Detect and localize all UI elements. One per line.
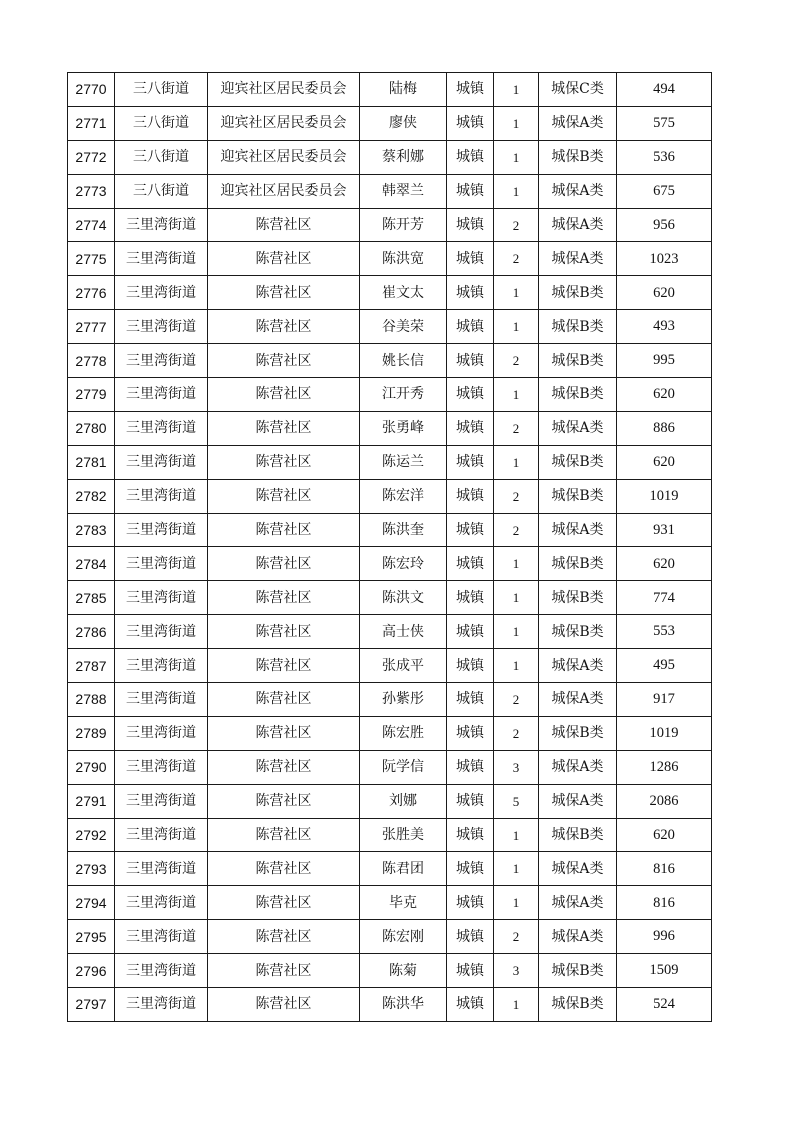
amount-cell: 931 <box>617 513 712 547</box>
area-type-cell: 城镇 <box>447 513 494 547</box>
category-cell: 城保B类 <box>539 140 617 174</box>
street-cell: 三里湾街道 <box>115 988 208 1022</box>
street-cell: 三里湾街道 <box>115 818 208 852</box>
area-type-cell: 城镇 <box>447 445 494 479</box>
row-number-cell: 2771 <box>68 106 115 140</box>
table-row <box>68 513 712 547</box>
row-number-cell: 2791 <box>68 784 115 818</box>
person-name-cell: 陈洪宽 <box>360 242 447 276</box>
table-row <box>68 716 712 750</box>
area-type-cell: 城镇 <box>447 242 494 276</box>
community-cell: 陈营社区 <box>208 649 360 683</box>
area-type-cell: 城镇 <box>447 920 494 954</box>
street-cell: 三里湾街道 <box>115 886 208 920</box>
category-cell: 城保A类 <box>539 174 617 208</box>
household-count-cell: 1 <box>494 818 539 852</box>
amount-cell: 575 <box>617 106 712 140</box>
area-type-cell: 城镇 <box>447 988 494 1022</box>
area-type-cell: 城镇 <box>447 818 494 852</box>
category-cell: 城保A类 <box>539 683 617 717</box>
person-name-cell: 陈运兰 <box>360 445 447 479</box>
household-count-cell: 1 <box>494 378 539 412</box>
household-count-cell: 1 <box>494 852 539 886</box>
category-cell: 城保C类 <box>539 73 617 107</box>
street-cell: 三里湾街道 <box>115 581 208 615</box>
category-cell: 城保B类 <box>539 581 617 615</box>
person-name-cell: 崔文太 <box>360 276 447 310</box>
amount-cell: 1023 <box>617 242 712 276</box>
amount-cell: 620 <box>617 445 712 479</box>
household-count-cell: 1 <box>494 73 539 107</box>
table-row <box>68 615 712 649</box>
community-cell: 陈营社区 <box>208 276 360 310</box>
row-number-cell: 2795 <box>68 920 115 954</box>
street-cell: 三里湾街道 <box>115 615 208 649</box>
amount-cell: 995 <box>617 344 712 378</box>
category-cell: 城保B类 <box>539 276 617 310</box>
household-count-cell: 2 <box>494 411 539 445</box>
category-cell: 城保A类 <box>539 513 617 547</box>
table-row <box>68 208 712 242</box>
street-cell: 三八街道 <box>115 73 208 107</box>
table-row <box>68 750 712 784</box>
area-type-cell: 城镇 <box>447 750 494 784</box>
amount-cell: 524 <box>617 988 712 1022</box>
person-name-cell: 廖侠 <box>360 106 447 140</box>
category-cell: 城保B类 <box>539 445 617 479</box>
community-cell: 陈营社区 <box>208 378 360 412</box>
row-number-cell: 2779 <box>68 378 115 412</box>
amount-cell: 816 <box>617 852 712 886</box>
household-count-cell: 1 <box>494 276 539 310</box>
street-cell: 三里湾街道 <box>115 920 208 954</box>
area-type-cell: 城镇 <box>447 683 494 717</box>
household-count-cell: 2 <box>494 513 539 547</box>
community-cell: 迎宾社区居民委员会 <box>208 106 360 140</box>
street-cell: 三八街道 <box>115 106 208 140</box>
row-number-cell: 2786 <box>68 615 115 649</box>
community-cell: 陈营社区 <box>208 852 360 886</box>
person-name-cell: 陈洪文 <box>360 581 447 615</box>
street-cell: 三里湾街道 <box>115 445 208 479</box>
row-number-cell: 2777 <box>68 310 115 344</box>
table-row <box>68 445 712 479</box>
household-count-cell: 2 <box>494 479 539 513</box>
table-row <box>68 886 712 920</box>
community-cell: 迎宾社区居民委员会 <box>208 73 360 107</box>
amount-cell: 774 <box>617 581 712 615</box>
row-number-cell: 2785 <box>68 581 115 615</box>
category-cell: 城保A类 <box>539 852 617 886</box>
household-count-cell: 1 <box>494 886 539 920</box>
street-cell: 三里湾街道 <box>115 716 208 750</box>
community-cell: 迎宾社区居民委员会 <box>208 174 360 208</box>
person-name-cell: 陈君团 <box>360 852 447 886</box>
amount-cell: 620 <box>617 818 712 852</box>
street-cell: 三里湾街道 <box>115 547 208 581</box>
community-cell: 陈营社区 <box>208 310 360 344</box>
person-name-cell: 江开秀 <box>360 378 447 412</box>
person-name-cell: 孙紫彤 <box>360 683 447 717</box>
category-cell: 城保B类 <box>539 344 617 378</box>
community-cell: 陈营社区 <box>208 886 360 920</box>
category-cell: 城保A类 <box>539 106 617 140</box>
area-type-cell: 城镇 <box>447 106 494 140</box>
table-row <box>68 784 712 818</box>
area-type-cell: 城镇 <box>447 581 494 615</box>
street-cell: 三里湾街道 <box>115 208 208 242</box>
person-name-cell: 刘娜 <box>360 784 447 818</box>
category-cell: 城保B类 <box>539 479 617 513</box>
category-cell: 城保A类 <box>539 411 617 445</box>
community-cell: 陈营社区 <box>208 208 360 242</box>
table-row <box>68 310 712 344</box>
person-name-cell: 毕克 <box>360 886 447 920</box>
area-type-cell: 城镇 <box>447 174 494 208</box>
amount-cell: 553 <box>617 615 712 649</box>
area-type-cell: 城镇 <box>447 73 494 107</box>
area-type-cell: 城镇 <box>447 411 494 445</box>
row-number-cell: 2781 <box>68 445 115 479</box>
table-body <box>68 73 712 1022</box>
street-cell: 三里湾街道 <box>115 683 208 717</box>
street-cell: 三里湾街道 <box>115 649 208 683</box>
amount-cell: 1509 <box>617 954 712 988</box>
table-row <box>68 344 712 378</box>
amount-cell: 2086 <box>617 784 712 818</box>
person-name-cell: 陈宏胜 <box>360 716 447 750</box>
person-name-cell: 陈宏洋 <box>360 479 447 513</box>
area-type-cell: 城镇 <box>447 479 494 513</box>
community-cell: 陈营社区 <box>208 784 360 818</box>
table-row <box>68 73 712 107</box>
area-type-cell: 城镇 <box>447 208 494 242</box>
area-type-cell: 城镇 <box>447 716 494 750</box>
community-cell: 陈营社区 <box>208 581 360 615</box>
area-type-cell: 城镇 <box>447 547 494 581</box>
category-cell: 城保B类 <box>539 615 617 649</box>
amount-cell: 1019 <box>617 479 712 513</box>
person-name-cell: 陈宏刚 <box>360 920 447 954</box>
table-row <box>68 479 712 513</box>
community-cell: 陈营社区 <box>208 716 360 750</box>
table-row <box>68 174 712 208</box>
category-cell: 城保A类 <box>539 886 617 920</box>
amount-cell: 675 <box>617 174 712 208</box>
person-name-cell: 陈菊 <box>360 954 447 988</box>
table-row <box>68 954 712 988</box>
household-count-cell: 2 <box>494 208 539 242</box>
street-cell: 三里湾街道 <box>115 513 208 547</box>
community-cell: 陈营社区 <box>208 513 360 547</box>
area-type-cell: 城镇 <box>447 140 494 174</box>
community-cell: 陈营社区 <box>208 615 360 649</box>
table-row <box>68 242 712 276</box>
category-cell: 城保B类 <box>539 378 617 412</box>
row-number-cell: 2788 <box>68 683 115 717</box>
row-number-cell: 2778 <box>68 344 115 378</box>
household-count-cell: 2 <box>494 242 539 276</box>
community-cell: 陈营社区 <box>208 954 360 988</box>
category-cell: 城保A类 <box>539 242 617 276</box>
row-number-cell: 2797 <box>68 988 115 1022</box>
community-cell: 陈营社区 <box>208 750 360 784</box>
row-number-cell: 2774 <box>68 208 115 242</box>
amount-cell: 494 <box>617 73 712 107</box>
household-count-cell: 2 <box>494 920 539 954</box>
person-name-cell: 高士侠 <box>360 615 447 649</box>
street-cell: 三里湾街道 <box>115 378 208 412</box>
community-cell: 陈营社区 <box>208 818 360 852</box>
table-row <box>68 920 712 954</box>
table-row <box>68 852 712 886</box>
amount-cell: 493 <box>617 310 712 344</box>
amount-cell: 886 <box>617 411 712 445</box>
category-cell: 城保A类 <box>539 750 617 784</box>
table-row <box>68 106 712 140</box>
person-name-cell: 张成平 <box>360 649 447 683</box>
person-name-cell: 韩翠兰 <box>360 174 447 208</box>
street-cell: 三里湾街道 <box>115 276 208 310</box>
category-cell: 城保B类 <box>539 818 617 852</box>
amount-cell: 1019 <box>617 716 712 750</box>
category-cell: 城保B类 <box>539 954 617 988</box>
amount-cell: 495 <box>617 649 712 683</box>
amount-cell: 996 <box>617 920 712 954</box>
row-number-cell: 2790 <box>68 750 115 784</box>
area-type-cell: 城镇 <box>447 784 494 818</box>
household-count-cell: 1 <box>494 106 539 140</box>
area-type-cell: 城镇 <box>447 615 494 649</box>
row-number-cell: 2787 <box>68 649 115 683</box>
row-number-cell: 2776 <box>68 276 115 310</box>
street-cell: 三里湾街道 <box>115 242 208 276</box>
area-type-cell: 城镇 <box>447 378 494 412</box>
person-name-cell: 姚长信 <box>360 344 447 378</box>
community-cell: 陈营社区 <box>208 988 360 1022</box>
household-count-cell: 1 <box>494 649 539 683</box>
household-count-cell: 1 <box>494 445 539 479</box>
household-count-cell: 3 <box>494 750 539 784</box>
amount-cell: 536 <box>617 140 712 174</box>
row-number-cell: 2794 <box>68 886 115 920</box>
category-cell: 城保B类 <box>539 988 617 1022</box>
community-cell: 陈营社区 <box>208 445 360 479</box>
area-type-cell: 城镇 <box>447 649 494 683</box>
table-row <box>68 276 712 310</box>
amount-cell: 620 <box>617 276 712 310</box>
household-count-cell: 1 <box>494 140 539 174</box>
street-cell: 三里湾街道 <box>115 954 208 988</box>
amount-cell: 816 <box>617 886 712 920</box>
street-cell: 三里湾街道 <box>115 344 208 378</box>
row-number-cell: 2772 <box>68 140 115 174</box>
area-type-cell: 城镇 <box>447 310 494 344</box>
community-cell: 陈营社区 <box>208 920 360 954</box>
person-name-cell: 陈宏玲 <box>360 547 447 581</box>
person-name-cell: 陈洪华 <box>360 988 447 1022</box>
amount-cell: 917 <box>617 683 712 717</box>
street-cell: 三八街道 <box>115 174 208 208</box>
household-count-cell: 1 <box>494 988 539 1022</box>
household-count-cell: 2 <box>494 344 539 378</box>
street-cell: 三八街道 <box>115 140 208 174</box>
amount-cell: 620 <box>617 378 712 412</box>
household-count-cell: 2 <box>494 683 539 717</box>
row-number-cell: 2783 <box>68 513 115 547</box>
table-row <box>68 988 712 1022</box>
category-cell: 城保A类 <box>539 784 617 818</box>
household-count-cell: 1 <box>494 174 539 208</box>
street-cell: 三里湾街道 <box>115 479 208 513</box>
household-count-cell: 1 <box>494 615 539 649</box>
community-cell: 迎宾社区居民委员会 <box>208 140 360 174</box>
person-name-cell: 蔡利娜 <box>360 140 447 174</box>
table-row <box>68 649 712 683</box>
person-name-cell: 陈开芳 <box>360 208 447 242</box>
amount-cell: 620 <box>617 547 712 581</box>
street-cell: 三里湾街道 <box>115 411 208 445</box>
community-cell: 陈营社区 <box>208 344 360 378</box>
household-count-cell: 5 <box>494 784 539 818</box>
community-cell: 陈营社区 <box>208 683 360 717</box>
row-number-cell: 2770 <box>68 73 115 107</box>
category-cell: 城保B类 <box>539 716 617 750</box>
table-row <box>68 581 712 615</box>
row-number-cell: 2775 <box>68 242 115 276</box>
category-cell: 城保B类 <box>539 310 617 344</box>
row-number-cell: 2789 <box>68 716 115 750</box>
community-cell: 陈营社区 <box>208 547 360 581</box>
area-type-cell: 城镇 <box>447 344 494 378</box>
table-row <box>68 140 712 174</box>
category-cell: 城保A类 <box>539 920 617 954</box>
person-name-cell: 阮学信 <box>360 750 447 784</box>
person-name-cell: 张胜美 <box>360 818 447 852</box>
area-type-cell: 城镇 <box>447 886 494 920</box>
household-count-cell: 1 <box>494 547 539 581</box>
person-name-cell: 陈洪奎 <box>360 513 447 547</box>
row-number-cell: 2773 <box>68 174 115 208</box>
row-number-cell: 2780 <box>68 411 115 445</box>
community-cell: 陈营社区 <box>208 411 360 445</box>
data-table <box>67 72 712 1022</box>
table-row <box>68 547 712 581</box>
person-name-cell: 张勇峰 <box>360 411 447 445</box>
household-count-cell: 3 <box>494 954 539 988</box>
street-cell: 三里湾街道 <box>115 750 208 784</box>
category-cell: 城保A类 <box>539 208 617 242</box>
household-count-cell: 2 <box>494 716 539 750</box>
table-row <box>68 378 712 412</box>
community-cell: 陈营社区 <box>208 242 360 276</box>
table-row <box>68 411 712 445</box>
row-number-cell: 2796 <box>68 954 115 988</box>
category-cell: 城保A类 <box>539 649 617 683</box>
table-row <box>68 683 712 717</box>
street-cell: 三里湾街道 <box>115 310 208 344</box>
row-number-cell: 2792 <box>68 818 115 852</box>
street-cell: 三里湾街道 <box>115 852 208 886</box>
row-number-cell: 2782 <box>68 479 115 513</box>
person-name-cell: 谷美荣 <box>360 310 447 344</box>
street-cell: 三里湾街道 <box>115 784 208 818</box>
area-type-cell: 城镇 <box>447 954 494 988</box>
community-cell: 陈营社区 <box>208 479 360 513</box>
amount-cell: 1286 <box>617 750 712 784</box>
household-count-cell: 1 <box>494 310 539 344</box>
amount-cell: 956 <box>617 208 712 242</box>
table-row <box>68 818 712 852</box>
area-type-cell: 城镇 <box>447 852 494 886</box>
household-count-cell: 1 <box>494 581 539 615</box>
area-type-cell: 城镇 <box>447 276 494 310</box>
row-number-cell: 2793 <box>68 852 115 886</box>
category-cell: 城保B类 <box>539 547 617 581</box>
row-number-cell: 2784 <box>68 547 115 581</box>
person-name-cell: 陆梅 <box>360 73 447 107</box>
